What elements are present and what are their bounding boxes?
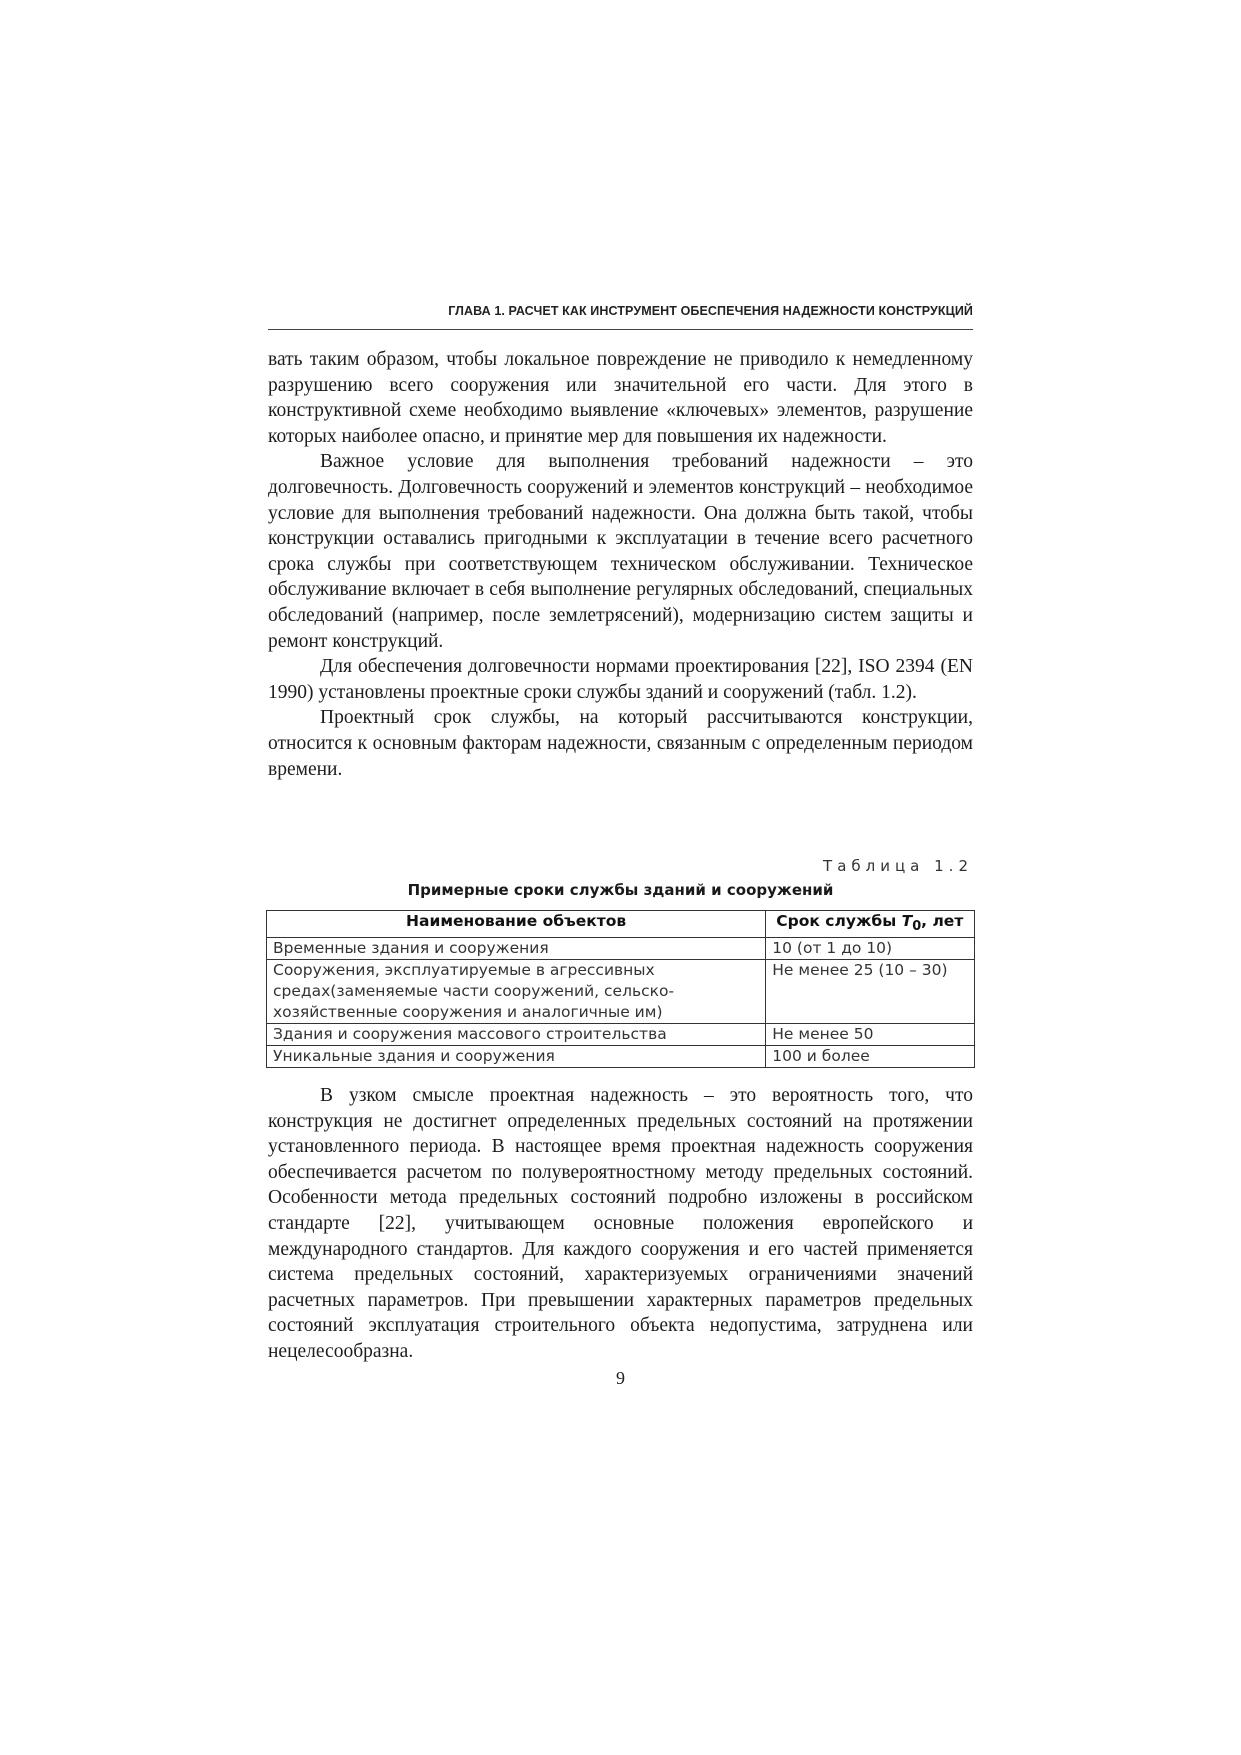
body-text-after-table	[268, 1083, 973, 1365]
table-cell-life: Не менее 50	[766, 1024, 975, 1046]
table-cell-life: Не менее 25 (10 – 30)	[766, 960, 975, 1024]
page-number: 9	[616, 1368, 625, 1388]
header-life-sub: 0	[912, 919, 922, 935]
service-life-table	[266, 910, 975, 1068]
paragraph: Важное условие для выполнения требований надежности – это долговечность. Долговечность сооружений и элементов конструкций – необходимое условие для выполнения требований надежности. Она должна быть такой, чтобы конструкции оставались пригодными к эксплуатации в течение всего расчетного срока службы при соответствующем техническом обслуживании. Техническое обслуживание включает в себя выполнение регулярных обследований, специальных обследований (например, после землетрясений), модернизацию систем защиты и ремонт конструкций.	[268, 451, 973, 652]
table-cell-name: Временные здания и сооружения	[267, 938, 766, 960]
paragraph: В узком смысле проектная надежность – это вероятность того, что конструкция не достигнет определенных предельных состояний на протяжении установленного периода. В настоящее время проектная надежность сооружения обеспечивается расчетом по полувероятностному методу предельных состояний. Особенности метода предельных состояний подробно изложены в российском стандарте [22], учитывающем основные положения европейского и международного стандартов. Для каждого сооружения и его частей применяется система предельных состояний, характеризуемых ограничениями значений расчетных параметров. При превышении характерных параметров предельных состояний эксплуатация строительного объекта недопустима, затруднена или нецелесообразна.	[268, 1085, 973, 1362]
column-header-service-life	[766, 911, 975, 938]
body-text-before-table	[268, 347, 973, 782]
paragraph: Для обеспечения долговечности нормами проектирования [22], ISO 2394 (EN 1990) установлены проектные сроки службы зданий и сооружений (табл. 1.2).	[268, 656, 973, 703]
paragraph: вать таким образом, чтобы локальное повреждение не приводило к немедленному разрушению всего сооружения или значительной его части. Для этого в конструктивной схеме необходимо выявление «ключевых» элементов, разрушение которых наиболее опасно, и принятие мер для повышения их надежности.	[268, 349, 973, 447]
table-cell-name: Уникальные здания и сооружения	[267, 1046, 766, 1068]
header-life-suffix: , лет	[921, 912, 964, 930]
table-caption: Таблица 1.2	[823, 857, 973, 875]
header-rule	[268, 329, 973, 330]
header-life-symbol: T	[901, 912, 913, 930]
table-cell-name: Здания и сооружения массового строительства	[267, 1024, 766, 1046]
running-header: ГЛАВА 1. РАСЧЕТ КАК ИНСТРУМЕНТ ОБЕСПЕЧЕНИЯ НАДЕЖНОСТИ КОНСТРУКЦИЙ	[448, 304, 973, 318]
table-cell-life: 10 (от 1 до 10)	[766, 938, 975, 960]
header-life-prefix: Срок службы	[776, 912, 902, 930]
paragraph: Проектный срок службы, на который рассчитываются конструкции, относится к основным факторам надежности, связанным с определенным периодом времени.	[268, 707, 973, 780]
column-header-name: Наименование объектов	[267, 911, 766, 938]
table-cell-life: 100 и более	[766, 1046, 975, 1068]
table-header-row	[267, 911, 975, 938]
table-title: Примерные сроки службы зданий и сооружений	[407, 881, 834, 899]
table-row	[267, 1046, 975, 1068]
table-row	[267, 960, 975, 1024]
table-row	[267, 938, 975, 960]
table-cell-name: Сооружения, эксплуатируемые в агрессивных средах(заменяемые части сооружений, сельско-хозяйственные сооружения и аналогичные им)	[267, 960, 766, 1024]
table-row	[267, 1024, 975, 1046]
